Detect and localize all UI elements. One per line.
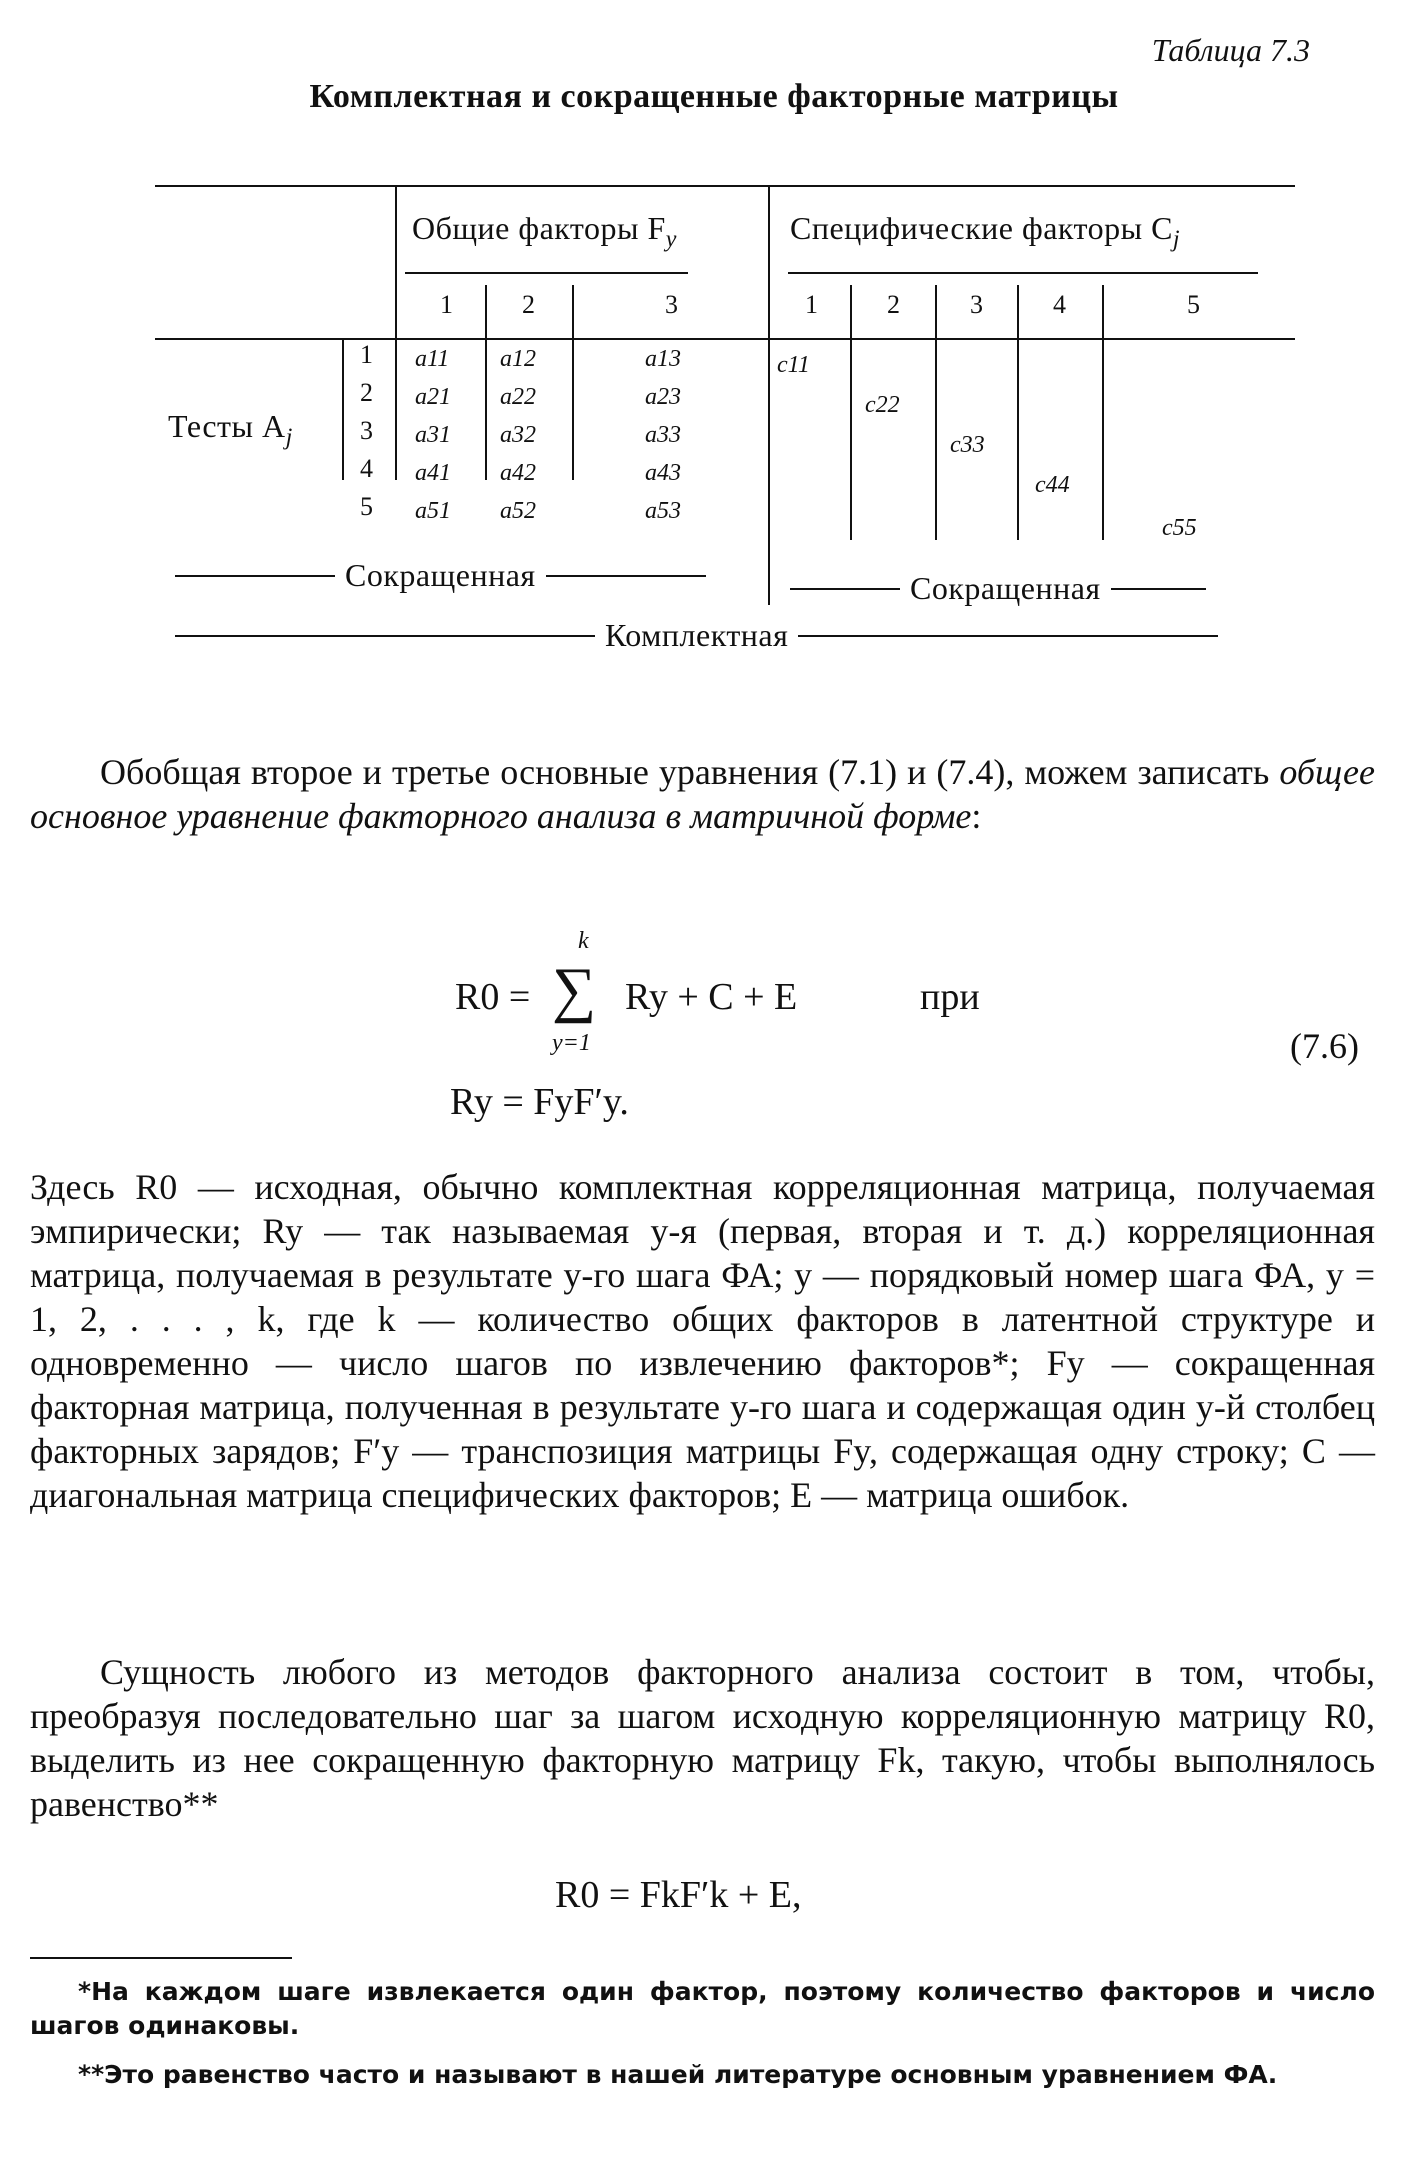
footnote-2: **Это равенство часто и называют в нашей литературе основным уравнением ФА. [78, 2060, 1278, 2089]
complete-bracket: Комплектная [165, 617, 1285, 654]
row-number: 4 [360, 454, 373, 483]
loading-cell: a32 [500, 422, 536, 448]
row-number: 1 [360, 340, 373, 369]
paragraph-intro: Обобщая второе и третье основные уравнения (7.1) и (7.4), можем записать общее основное уравнение факторного анализа в матричной форме: [30, 752, 1375, 836]
loading-cell: a43 [645, 460, 681, 486]
loading-cell: a41 [415, 460, 451, 486]
equation-line-2: Ry = FyF′y. [450, 1081, 629, 1123]
equation-number: (7.6) [1290, 1026, 1359, 1066]
bracket-dash [798, 635, 1218, 637]
bracket-dash [1111, 588, 1206, 590]
sum-lower-limit: y=1 [552, 1030, 591, 1056]
equation-final: R0 = FkF′k + E, [555, 1874, 802, 1916]
reduced-bracket-left: Сокращенная [165, 557, 755, 594]
col-divider-c2-c3 [572, 285, 574, 480]
factor-matrix-table [150, 180, 1300, 680]
summation-symbol: ∑ [552, 956, 597, 1024]
bracket-dash [790, 588, 900, 590]
col-divider-s4-s5 [1102, 285, 1104, 540]
equation-condition: при [920, 976, 980, 1018]
loading-cell: a23 [645, 384, 681, 410]
specific-header-subscript: j [1172, 226, 1181, 253]
common-specific-divider [768, 185, 770, 605]
table-top-rule [155, 185, 1295, 187]
footnote-1: *На каждом шаге извлекается один фактор, поэтому количество факторов и число шагов одинаковы. [30, 1977, 1375, 2040]
row-number: 3 [360, 416, 373, 445]
paragraph-method: Сущность любого из методов факторного анализа состоит в том, чтобы, преобразуя последовательно шаг за шагом исходную корреляционную матрицу R0, выделить из нее сокращенную факторную матрицу Fk, такую, чтобы выполнялось равенство** [30, 1652, 1375, 1824]
col-divider-c1-c2 [485, 285, 487, 480]
column-number: 3 [970, 290, 983, 319]
loading-cell: a13 [645, 346, 681, 372]
loading-cell: a53 [645, 498, 681, 524]
emphasized-term: общее основное уравнение факторного анализа в матричной форме [30, 752, 1375, 836]
loading-cell: a42 [500, 460, 536, 486]
specific-cell: c44 [1035, 472, 1070, 498]
loading-cell: a51 [415, 498, 451, 524]
bracket-dash [175, 575, 335, 577]
common-header-subscript: y [665, 226, 677, 253]
loading-cell: a52 [500, 498, 536, 524]
column-number: 5 [1187, 290, 1200, 319]
column-number: 2 [887, 290, 900, 319]
footnote-rule [30, 1957, 292, 1959]
row-number-divider [395, 185, 397, 480]
common-factors-header: Общие факторы $F_y$ [412, 210, 677, 253]
row-number: 2 [360, 378, 373, 407]
col-divider-s2-s3 [935, 285, 937, 540]
loading-cell: a31 [415, 422, 451, 448]
loading-cell: a21 [415, 384, 451, 410]
table-header-rule [155, 338, 1295, 340]
column-number: 1 [805, 290, 818, 319]
sum-upper-limit: k [578, 928, 589, 954]
column-number: 2 [522, 290, 535, 319]
specific-factors-header: Специфические факторы $C_j$ [790, 210, 1181, 253]
loading-cell: a22 [500, 384, 536, 410]
specific-cell: c33 [950, 432, 985, 458]
specific-cell: c22 [865, 392, 900, 418]
table-number: Таблица 7.3 [1151, 32, 1310, 68]
row-number: 5 [360, 492, 373, 521]
loading-cell: a12 [500, 346, 536, 372]
column-number: 1 [440, 290, 453, 319]
tests-row-header: Тесты $A_j$ [168, 408, 293, 451]
equation-line-1-lhs: R0 = [455, 976, 531, 1018]
column-number: 3 [665, 290, 678, 319]
bracket-dash [175, 635, 595, 637]
equation-line-1-rhs: Ry + C + E [625, 976, 798, 1018]
specific-header-underline [788, 272, 1258, 274]
row-label-divider [342, 340, 344, 480]
paragraph-definitions: Здесь R0 — исходная, обычно комплектная корреляционная матрица, получаемая эмпирически; Ry — так называемая y-я (первая, вторая и т. д.) корреляционная матрица, получаемая в результате y-го шага ФА; y — порядковый номер шага ФА, y = 1, 2, . . . , k, где k — количество общих факторов в латентной структуре и одновременно — число шагов по извлечению факторов*; Fy — сокращенная факторная матрица, полученная в результате y-го шага и содержащая один y-й столбец факторных зарядов; F′y — транспозиция матрицы Fy, содержащая одну строку; C — диагональная матрица специфических факторов; E — матрица ошибок. [30, 1167, 1375, 1515]
bracket-dash [546, 575, 706, 577]
specific-cell: c11 [777, 352, 810, 378]
column-number: 4 [1053, 290, 1066, 319]
table-title: Комплектная и сокращенные факторные матрицы [309, 78, 1119, 115]
col-divider-s3-s4 [1017, 285, 1019, 540]
specific-cell: c55 [1162, 515, 1197, 541]
loading-cell: a11 [415, 346, 450, 372]
col-divider-s1-s2 [850, 285, 852, 540]
common-header-underline [405, 272, 688, 274]
reduced-bracket-right: Сокращенная [780, 570, 1280, 607]
tests-subscript: j [285, 424, 293, 451]
loading-cell: a33 [645, 422, 681, 448]
